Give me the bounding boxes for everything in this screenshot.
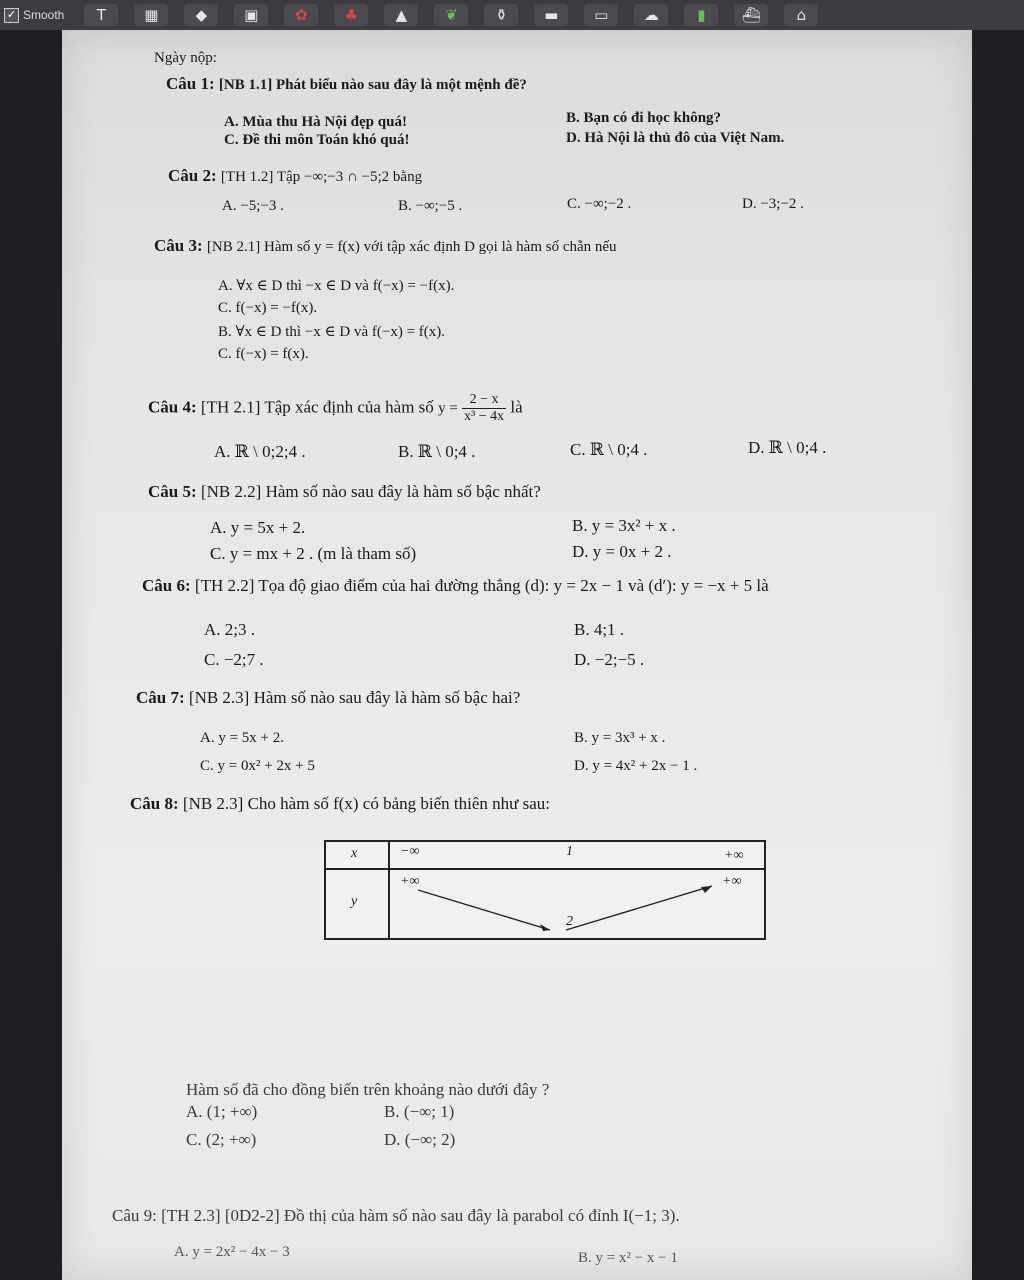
table-x-value-3: +∞ (724, 848, 744, 863)
table-y-right: +∞ (722, 874, 742, 889)
q7-option-c: C. y = 0x² + 2x + 5 (200, 758, 315, 774)
ship-icon[interactable]: ⛴ (734, 4, 768, 26)
q1-option-a: A. Mùa thu Hà Nội đẹp quá! (224, 114, 407, 130)
q8-question: Hàm số đã cho đồng biến trên khoảng nào dưới đây ? (186, 1080, 550, 1099)
increasing-arrow (566, 886, 712, 930)
question-2: Câu 2: [TH 1.2] Tập −∞;−3 ∩ −5;2 bằng (168, 166, 423, 185)
smooth-label: Smooth (23, 8, 65, 22)
q6-option-a: A. 2;3 . (204, 620, 255, 639)
house-icon[interactable]: ⌂ (784, 4, 818, 26)
q6-option-b: B. 4;1 . (574, 620, 625, 639)
q4-option-d: D. ℝ \ 0;4 . (748, 438, 827, 457)
q8-option-a: A. (1; +∞) (186, 1102, 258, 1121)
q1-option-d: D. Hà Nội là thủ đô của Việt Nam. (566, 130, 785, 146)
plant-icon[interactable]: ❦ (434, 4, 468, 26)
triangle-icon[interactable]: ▲ (384, 4, 418, 26)
q5-option-c: C. y = mx + 2 . (m là tham số) (210, 544, 417, 563)
q4-fraction: $\frac{2 - x}{\text{x³ − 4x}}$ (464, 392, 505, 424)
submission-date-label: Ngày nộp: (154, 50, 217, 66)
question-7: Câu 7: [NB 2.3] Hàm số nào sau đây là hàm số bậc hai? (136, 688, 521, 707)
q2-option-a: A. −5;−3 . (222, 198, 284, 214)
q3-option-c2: C. f(−x) = f(x). (218, 346, 309, 362)
q4-option-b: B. ℝ \ 0;4 . (398, 442, 476, 461)
question-1: Câu 1: [NB 1.1] Phát biểu nào sau đây là một mệnh đề? (166, 74, 527, 93)
q6-option-c: C. −2;7 . (204, 650, 264, 669)
tree-icon[interactable]: ♣ (334, 4, 368, 26)
q3-option-b: B. ∀x ∈ D thì −x ∈ D và f(−x) = f(x). (218, 324, 446, 340)
decreasing-arrowhead (540, 924, 550, 931)
drawing-toolbar (0, 0, 1024, 31)
text-icon[interactable]: T (84, 4, 118, 26)
image-icon[interactable]: ▦ (134, 4, 168, 26)
car-icon[interactable]: ▬ (534, 4, 568, 26)
question-9: Câu 9: [TH 2.3] [0D2-2] Đồ thị của hàm số nào sau đây là parabol có đỉnh I(−1; 3). (112, 1206, 680, 1225)
q7-option-a: A. y = 5x + 2. (200, 730, 285, 746)
box-icon[interactable]: ▣ (234, 4, 268, 26)
bus-icon[interactable]: ▭ (584, 4, 618, 26)
table-y-label: y (351, 894, 358, 909)
q1-option-c: C. Đề thi môn Toán khó quá! (224, 132, 410, 148)
worksheet-page (62, 30, 972, 1280)
q3-option-c1: C. f(−x) = −f(x). (218, 300, 318, 316)
q9-option-b: B. y = x² − x − 1 (578, 1250, 678, 1266)
train-icon[interactable]: ▮ (684, 4, 718, 26)
question-8: Câu 8: [NB 2.3] Cho hàm số f(x) có bảng biến thiên như sau: (130, 794, 550, 813)
shape-icon[interactable]: ◆ (184, 4, 218, 26)
cloud-icon[interactable]: ☁ (634, 4, 668, 26)
q4-option-c: C. ℝ \ 0;4 . (570, 440, 648, 459)
variation-arrows (390, 870, 762, 936)
q3-option-a: A. ∀x ∈ D thì −x ∈ D và f(−x) = −f(x). (218, 278, 455, 294)
q6-option-d: D. −2;−5 . (574, 650, 645, 669)
decreasing-arrow (418, 890, 550, 930)
question-3: Câu 3: [NB 2.1] Hàm số y = f(x) với tập xác định D gọi là hàm số chẵn nếu (154, 236, 617, 255)
table-x-label: x (351, 846, 358, 861)
table-x-value-1: −∞ (400, 844, 420, 859)
q2-option-b: B. −∞;−5 . (398, 198, 463, 214)
q2-option-d: D. −3;−2 . (742, 196, 804, 212)
table-y-min: 2 (566, 914, 573, 929)
q8-option-d: D. (−∞; 2) (384, 1130, 456, 1149)
table-x-value-2: 1 (566, 844, 573, 859)
table-y-left: +∞ (400, 874, 420, 889)
q5-option-d: D. y = 0x + 2 . (572, 542, 672, 561)
q7-option-d: D. y = 4x² + 2x − 1 . (574, 758, 698, 774)
q2-option-c: C. −∞;−2 . (567, 196, 632, 212)
question-5: Câu 5: [NB 2.2] Hàm số nào sau đây là hàm số bậc nhất? (148, 482, 541, 501)
flower-icon[interactable]: ✿ (284, 4, 318, 26)
q8-option-c: C. (2; +∞) (186, 1130, 257, 1149)
smooth-toggle[interactable] (0, 0, 76, 30)
q5-option-a: A. y = 5x + 2. (210, 518, 306, 537)
question-6: Câu 6: [TH 2.2] Tọa độ giao điểm của hai đường thẳng (d): y = 2x − 1 và (d′): y = −x + 5 là (142, 576, 769, 595)
q1-option-b: B. Bạn có đi học không? (566, 110, 722, 126)
q7-option-b: B. y = 3x³ + x . (574, 730, 666, 746)
q8-option-b: B. (−∞; 1) (384, 1102, 455, 1121)
question-4: Câu 4: [TH 2.1] Tập xác định của hàm số y = $\frac{2 - x}{\text{x³ − 4x}}$ là (148, 392, 523, 424)
q4-option-a: A. ℝ \ 0;2;4 . (214, 442, 306, 461)
checkbox-icon[interactable]: ✓ (4, 8, 19, 23)
bottle-icon[interactable]: ⚱ (484, 4, 518, 26)
q9-option-a: A. y = 2x² − 4x − 3 (174, 1244, 290, 1260)
variation-table (324, 840, 766, 940)
q5-option-b: B. y = 3x² + x . (572, 516, 676, 535)
